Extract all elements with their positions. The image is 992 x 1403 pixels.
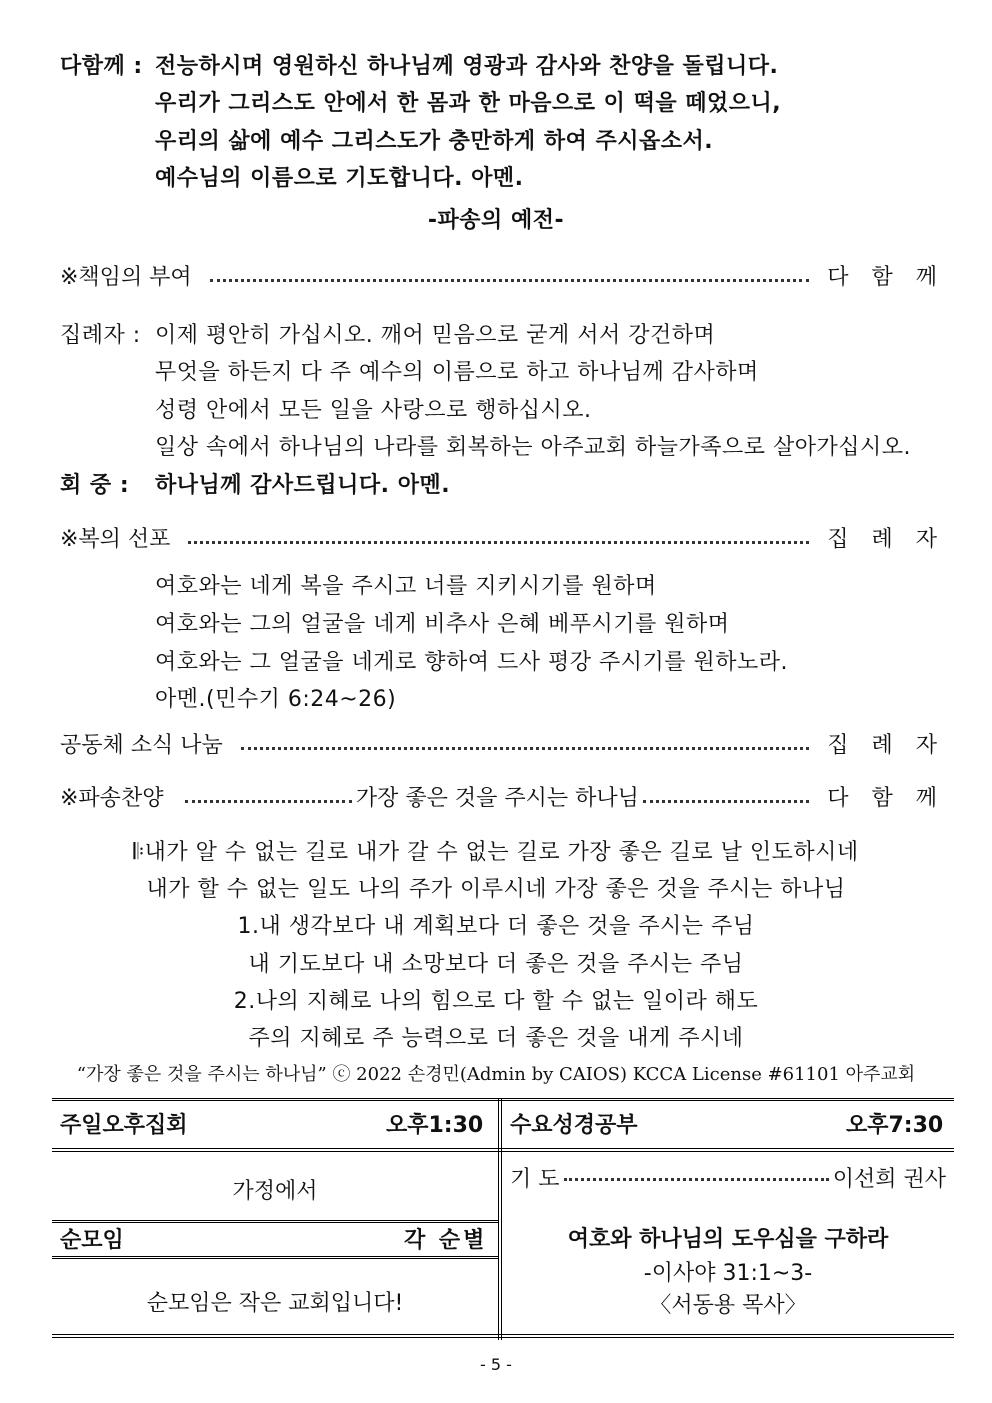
dot-leader (188, 541, 809, 544)
blessing-line-3: 여호와는 그 얼굴을 네게로 향하여 드사 평강 주시기를 원하노라. (155, 650, 788, 675)
sending-song-label: ※파송찬양 (60, 786, 164, 811)
lyric-line-1: 𝄆내가 알 수 없는 길로 내가 갈 수 없는 길로 가장 좋은 길로 날 인도하시네 (133, 840, 859, 865)
lyric-line-2: 내가 할 수 없는 일도 나의 주가 이루시네 가장 좋은 것을 주시는 하나님 (146, 877, 846, 902)
dot-leader (564, 1178, 829, 1181)
commission-who: 다 함 께 (827, 265, 945, 290)
commission-label: ※책임의 부여 (60, 265, 192, 290)
wednesday-prayer-label: 기 도 (510, 1166, 560, 1192)
sending-song-row (60, 783, 945, 815)
leader-line-3: 성령 안에서 모든 일을 사랑으로 행하십시오. (155, 398, 592, 423)
leader-line-2: 무엇을 하든지 다 주 예수의 이름으로 하고 하나님께 감사하며 (155, 360, 759, 385)
preacher: 〈서동용 목사〉 (649, 1293, 807, 1318)
leader-line-4: 일상 속에서 하나님의 나라를 회복하는 아주교회 하늘가족으로 살아가십시오. (155, 435, 912, 460)
wednesday-prayer-row (510, 1162, 946, 1192)
page-number: - 5 - (480, 1355, 512, 1374)
section-title: -파송의 예전- (427, 208, 565, 233)
cell-group-who: 각 순별 (404, 1228, 488, 1253)
table-border (52, 1098, 954, 1101)
blessing-line-2: 여호와는 그의 얼굴을 네게 비추사 은혜 베푸시기를 원하며 (155, 612, 730, 637)
news-row (60, 730, 945, 762)
cell-group-text: 순모임은 작은 교회입니다! (146, 1291, 404, 1316)
scripture: -이사야 31:1~3- (643, 1261, 813, 1286)
sending-song-title: 가장 좋은 것을 주시는 하나님 (355, 786, 639, 811)
sermon-title: 여호와 하나님의 도우심을 구하라 (567, 1227, 889, 1252)
sunday-title: 주일오후집회 (60, 1113, 188, 1138)
blessing-row (60, 524, 945, 556)
leader-line-1: 이제 평안히 가십시오. 깨어 믿음으로 굳게 서서 강건하며 (155, 323, 716, 348)
blessing-who: 집 례 자 (827, 527, 945, 552)
prayer-line-2: 우리가 그리스도 안에서 한 몸과 한 마음으로 이 떡을 떼었으니, (155, 91, 782, 116)
table-border (52, 1334, 954, 1338)
blessing-line-4: 아멘.(민수기 6:24~26) (155, 687, 397, 712)
prayer-speaker: 다함께 : (60, 54, 143, 79)
sunday-place: 가정에서 (232, 1179, 318, 1204)
dot-leader (643, 800, 809, 803)
sending-song-who: 다 함 께 (827, 786, 946, 811)
prayer-line-1: 전능하시며 영원하신 하나님께 영광과 감사와 찬양을 돌립니다. (155, 54, 779, 79)
schedule-table (52, 1098, 954, 1340)
lyric-line-4: 내 기도보다 내 소망보다 더 좋은 것을 주시는 주님 (248, 952, 744, 977)
cell-group-title: 순모임 (60, 1228, 124, 1253)
blessing-label: ※복의 선포 (60, 527, 171, 552)
blessing-line-1: 여호와는 네게 복을 주시고 너를 지키시기를 원하며 (155, 574, 657, 599)
wednesday-title: 수요성경공부 (510, 1113, 638, 1138)
sunday-time: 오후1:30 (386, 1113, 484, 1138)
prayer-line-4: 예수님의 이름으로 기도합니다. 아멘. (155, 166, 524, 191)
lyric-line-6: 주의 지혜로 주 능력으로 더 좋은 것을 내게 주시네 (248, 1026, 744, 1051)
news-label: 공동체 소식 나눔 (60, 733, 223, 758)
dot-leader (241, 747, 809, 750)
commission-row (60, 262, 945, 294)
lyric-line-5: 2.나의 지혜로 나의 힘으로 다 할 수 없는 일이라 해도 (233, 989, 759, 1014)
dot-leader (185, 800, 351, 803)
congregation-speaker: 회 중 : (60, 473, 130, 498)
wednesday-time: 오후7:30 (846, 1113, 944, 1138)
lyric-line-3: 1.내 생각보다 내 계획보다 더 좋은 것을 주시는 주님 (237, 914, 755, 939)
dot-leader (210, 279, 810, 282)
copyright: “가장 좋은 것을 주시는 하나님” ⓒ 2022 손경민(Admin by CAIOS) KCCA License #61101 아주교회 (76, 1064, 916, 1085)
table-border (52, 1148, 954, 1152)
wednesday-prayer-who: 이선희 권사 (832, 1166, 946, 1192)
news-who: 집 례 자 (827, 733, 945, 758)
prayer-line-3: 우리의 삶에 예수 그리스도가 충만하게 하여 주시옵소서. (155, 129, 714, 154)
leader-speaker: 집례자 : (60, 323, 141, 348)
congregation-text: 하나님께 감사드립니다. 아멘. (155, 473, 451, 498)
